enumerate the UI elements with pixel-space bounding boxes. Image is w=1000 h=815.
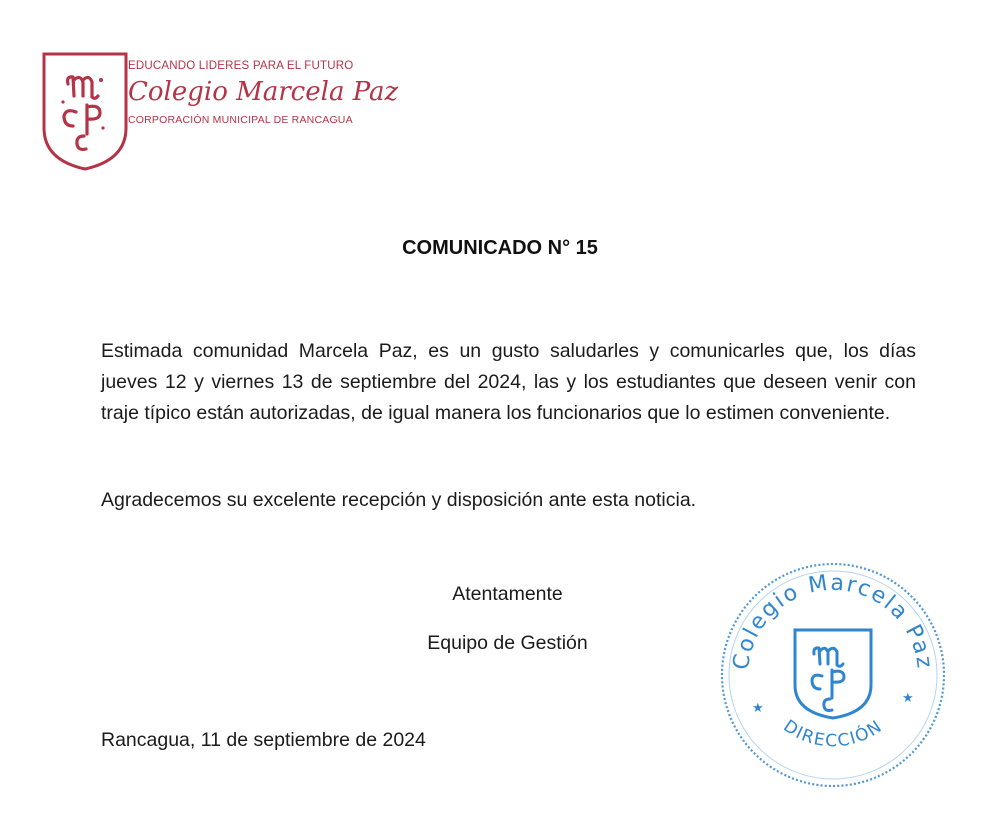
seal-star-right: ★: [902, 691, 914, 706]
closing-salutation: Atentamente: [452, 583, 563, 605]
document-title: COMUNICADO N° 15: [402, 237, 598, 259]
seal-bottom-text: DIRECCIÓN: [779, 716, 887, 752]
signature-name: Equipo de Gestión: [427, 632, 588, 654]
place-date: Rancagua, 11 de septiembre de 2024: [101, 729, 426, 751]
seal-star-left: ★: [752, 701, 764, 716]
school-crest-logo: [40, 50, 130, 172]
letterhead: [40, 50, 399, 175]
seal-top-text: Colegio Marcela Paz: [728, 570, 937, 672]
body-paragraph: Agradecemos su excelente recepción y disposición ante esta noticia.: [101, 489, 697, 511]
corporation-name: CORPORACIÓN MUNICIPAL DE RANCAGUA: [128, 114, 353, 126]
svg-text:DIRECCIÓN: [780, 716, 887, 751]
body-paragraph: Estimada comunidad Marcela Paz, es un gusto saludarles y comunicarles que, los días jueves 12 y viernes 13 de septiembre del 2024, las y los estudiantes que deseen venir con traje típico están autorizadas, de igual manera los funcionarios que lo estimen conveniente.: [101, 340, 916, 424]
letterhead-text: [128, 60, 399, 126]
school-motto: EDUCANDO LIDERES PARA EL FUTURO: [128, 60, 354, 72]
school-name: Colegio Marcela Paz: [128, 77, 399, 107]
seal-crest-icon: [795, 630, 871, 718]
direction-seal-stamp: [718, 560, 948, 790]
svg-text:Colegio Marcela Paz: [729, 571, 937, 672]
